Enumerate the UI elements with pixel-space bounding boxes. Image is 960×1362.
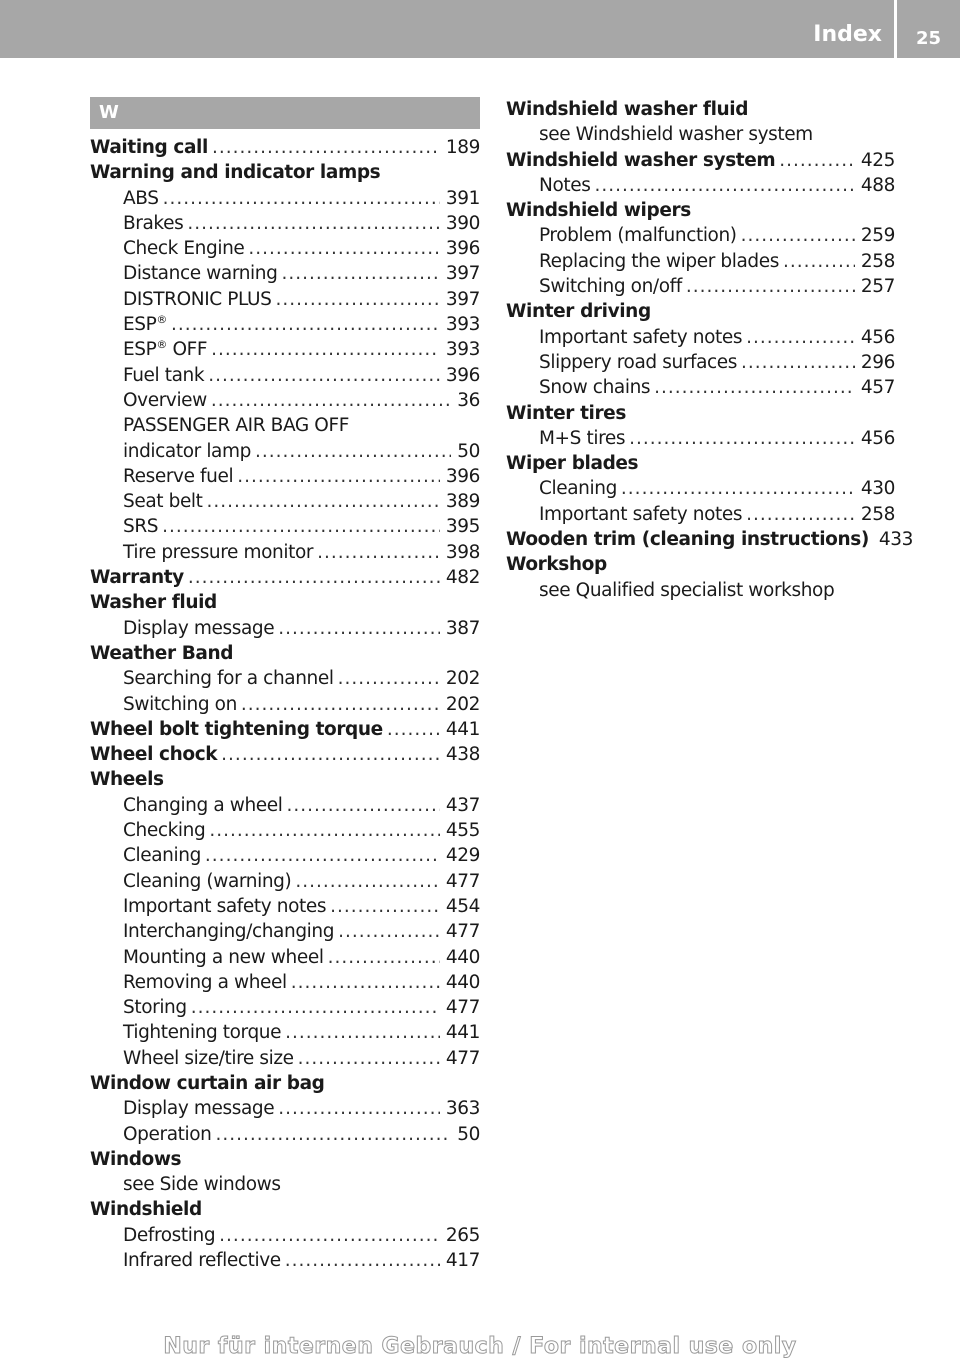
index-entry	[90, 186, 480, 211]
index-entry	[506, 223, 895, 248]
entry-page-number: 393	[445, 339, 480, 361]
dot-leader	[298, 1046, 440, 1071]
dot-leader	[163, 186, 440, 211]
entry-page-number: 438	[445, 744, 480, 766]
dot-leader	[287, 793, 440, 818]
index-entry	[90, 894, 480, 919]
index-list-left	[90, 135, 480, 1273]
index-entry	[506, 350, 895, 375]
index-entry	[90, 1046, 480, 1071]
entry-page-number: 425	[860, 149, 895, 171]
entry-label: Winter driving	[506, 301, 651, 323]
entry-page-number: 391	[445, 187, 480, 209]
index-entry	[506, 97, 895, 122]
dot-leader	[162, 514, 440, 539]
index-entry	[90, 565, 480, 590]
index-entry	[506, 451, 895, 476]
entry-page-number: 50	[457, 440, 480, 462]
entry-page-number: 437	[445, 794, 480, 816]
index-entry	[506, 299, 895, 324]
dot-leader	[248, 236, 439, 261]
dot-leader	[191, 995, 440, 1020]
dot-leader	[783, 249, 855, 274]
entry-label: Interchanging/changing	[123, 921, 335, 943]
index-entry	[506, 122, 895, 147]
entry-label: Wheels	[90, 769, 164, 791]
entry-label: Changing a wheel	[123, 794, 283, 816]
index-entry	[90, 1147, 480, 1172]
entry-page-number: 456	[860, 427, 895, 449]
entry-label: Searching for a channel	[123, 668, 334, 690]
index-entry	[90, 439, 480, 464]
entry-label: ESP®	[123, 312, 167, 336]
dot-leader	[317, 540, 440, 565]
entry-page-number: 396	[445, 465, 480, 487]
entry-label: Waiting call	[90, 137, 208, 158]
entry-page-number: 477	[445, 1047, 480, 1069]
entry-label: Windshield washer fluid	[506, 99, 749, 120]
entry-page-number: 258	[860, 250, 895, 272]
entry-label: Cleaning (warning)	[123, 870, 292, 892]
watermark: Nur für internen Gebrauch / For internal use only	[163, 1334, 797, 1359]
entry-label: Checking	[123, 820, 206, 842]
entry-page-number: 398	[445, 541, 480, 563]
entry-label: Cleaning	[539, 478, 617, 500]
entry-page-number: 390	[445, 212, 480, 234]
index-entry	[90, 641, 480, 666]
entry-page-number: 258	[860, 503, 895, 525]
entry-label: Important safety notes	[123, 895, 327, 917]
entry-label: see Side windows	[123, 1174, 281, 1196]
entry-label: Tightening torque	[123, 1022, 282, 1044]
index-entry	[90, 388, 480, 413]
entry-label: Important safety notes	[539, 326, 743, 348]
dot-leader	[187, 211, 440, 236]
index-entry	[90, 692, 480, 717]
entry-page-number: 441	[445, 1022, 480, 1044]
entry-page-number: 456	[860, 326, 895, 348]
dot-leader	[209, 818, 440, 843]
entry-page-number: 433	[878, 529, 914, 551]
entry-page-number: 202	[445, 668, 480, 690]
dot-leader	[338, 666, 440, 691]
entry-page-number: 36	[457, 389, 480, 411]
entry-label: Defrosting	[123, 1224, 216, 1246]
entry-label: Removing a wheel	[123, 971, 287, 993]
entry-label: Infrared reflective	[123, 1250, 281, 1272]
index-entry	[90, 1122, 480, 1147]
entry-page-number: 440	[445, 971, 480, 993]
entry-label: Display message	[123, 617, 275, 639]
dot-leader	[208, 363, 440, 388]
entry-label: Overview	[123, 389, 207, 411]
index-entry	[506, 198, 895, 223]
entry-page-number: 296	[860, 351, 895, 373]
entry-label: Switching on/off	[539, 276, 682, 298]
index-entry	[506, 148, 895, 173]
entry-page-number: 396	[445, 364, 480, 386]
index-entry	[506, 527, 914, 552]
index-entry	[90, 211, 480, 236]
dot-leader	[594, 173, 854, 198]
index-entry	[90, 1020, 480, 1045]
entry-page-number: 441	[445, 718, 480, 740]
entry-label: Weather Band	[90, 642, 234, 664]
index-entry	[506, 325, 895, 350]
index-entry	[90, 1223, 480, 1248]
index-entry	[90, 1172, 480, 1197]
dot-leader	[205, 843, 440, 868]
letter-heading: W	[90, 97, 480, 129]
entry-label: Switching on	[123, 693, 237, 715]
entry-page-number: 393	[445, 314, 480, 336]
dot-leader	[686, 274, 855, 299]
entry-page-number: 265	[445, 1224, 480, 1246]
entry-label: Tire pressure monitor	[123, 541, 314, 563]
index-entry	[90, 666, 480, 691]
index-entry	[506, 173, 895, 198]
index-entry	[90, 590, 480, 615]
index-entry	[90, 1096, 480, 1121]
index-entry	[506, 401, 895, 426]
entry-label: Wheel bolt tightening torque	[90, 718, 383, 740]
entry-label: ABS	[123, 187, 159, 209]
index-entry	[90, 160, 480, 185]
entry-label: Reserve fuel	[123, 465, 234, 487]
dot-leader	[241, 692, 440, 717]
entry-label: Windshield	[90, 1199, 202, 1221]
entry-label: Winter tires	[506, 402, 626, 424]
index-entry	[506, 426, 895, 451]
entry-label: Storing	[123, 997, 187, 1019]
dot-leader	[285, 1020, 440, 1045]
dot-leader	[285, 1248, 440, 1273]
entry-label: Problem (malfunction)	[539, 225, 737, 247]
index-entry	[506, 274, 895, 299]
index-column-right	[506, 97, 914, 603]
index-entry	[90, 363, 480, 388]
index-column-left	[90, 97, 480, 1273]
entry-label: indicator lamp	[123, 440, 251, 462]
entry-page-number: 488	[860, 174, 895, 196]
entry-label: Slippery road surfaces	[539, 351, 738, 373]
entry-page-number: 477	[445, 870, 480, 892]
entry-label: Brakes	[123, 212, 184, 234]
index-entry	[506, 375, 895, 400]
index-entry	[90, 843, 480, 868]
index-entry	[90, 514, 480, 539]
dot-leader	[275, 287, 439, 312]
index-entry	[90, 793, 480, 818]
index-entry	[90, 919, 480, 944]
entry-page-number: 257	[860, 276, 895, 298]
index-list-right	[506, 97, 914, 603]
entry-page-number: 454	[445, 895, 480, 917]
page-number: 25	[915, 28, 941, 49]
dot-leader	[387, 717, 440, 742]
index-entry	[506, 552, 895, 577]
entry-label: Windows	[90, 1148, 182, 1170]
dot-leader	[295, 869, 440, 894]
header-divider	[894, 0, 897, 58]
dot-leader	[278, 616, 440, 641]
entry-label: Fuel tank	[123, 364, 205, 386]
entry-label: DISTRONIC PLUS	[123, 288, 272, 310]
dot-leader	[779, 148, 855, 173]
entry-page-number: 363	[445, 1098, 480, 1120]
index-entry	[90, 767, 480, 792]
dot-leader	[654, 375, 855, 400]
entry-page-number: 457	[860, 377, 895, 399]
index-entry	[90, 540, 480, 565]
index-entry	[90, 970, 480, 995]
index-entry	[90, 413, 480, 438]
entry-label: Seat belt	[123, 491, 203, 513]
dot-leader	[741, 223, 855, 248]
index-entry	[90, 261, 480, 286]
dot-leader	[746, 502, 855, 527]
entry-page-number: 429	[445, 845, 480, 867]
index-entry	[90, 337, 480, 362]
dot-leader	[188, 565, 440, 590]
index-entry	[506, 476, 895, 501]
index-entry	[506, 249, 895, 274]
dot-leader	[221, 742, 440, 767]
section-title: Index	[813, 22, 882, 47]
entry-page-number: 259	[860, 225, 895, 247]
index-entry	[90, 616, 480, 641]
entry-label: PASSENGER AIR BAG OFF	[123, 415, 349, 437]
entry-page-number: 396	[445, 238, 480, 260]
entry-label: Notes	[539, 174, 591, 196]
dot-leader	[741, 350, 855, 375]
entry-page-number: 389	[445, 491, 480, 513]
entry-label: Windshield wipers	[506, 200, 691, 222]
index-entry	[90, 287, 480, 312]
dot-leader	[281, 261, 439, 286]
dot-leader	[237, 464, 440, 489]
entry-label: Warning and indicator lamps	[90, 162, 381, 184]
index-entry	[90, 818, 480, 843]
entry-label: Important safety notes	[539, 503, 743, 525]
entry-label: Mounting a new wheel	[123, 946, 324, 968]
dot-leader	[621, 476, 855, 501]
index-entry	[90, 312, 480, 337]
entry-label: Wiper blades	[506, 453, 639, 475]
entry-label: Wooden trim (cleaning instructions)	[506, 529, 869, 551]
entry-label: ESP® OFF	[123, 338, 208, 361]
index-entry	[506, 502, 895, 527]
dot-leader	[278, 1096, 440, 1121]
entry-page-number: 417	[445, 1250, 480, 1272]
entry-page-number: 482	[445, 567, 480, 589]
dot-leader	[338, 919, 440, 944]
entry-label: Check Engine	[123, 238, 245, 260]
entry-label: Windshield washer system	[506, 149, 776, 171]
entry-page-number: 477	[445, 921, 480, 943]
dot-leader	[330, 894, 440, 919]
entry-page-number: 189	[445, 137, 480, 158]
index-entry	[90, 995, 480, 1020]
dot-leader	[212, 135, 440, 160]
entry-page-number: 397	[445, 263, 480, 285]
entry-label: Washer fluid	[90, 592, 217, 614]
dot-leader	[746, 325, 855, 350]
index-entry	[90, 135, 480, 160]
index-entry	[90, 945, 480, 970]
entry-label: Workshop	[506, 554, 607, 576]
index-entry	[90, 717, 480, 742]
dot-leader	[328, 945, 440, 970]
entry-label: Wheel chock	[90, 744, 218, 766]
entry-page-number: 440	[445, 946, 480, 968]
index-entry	[90, 1197, 480, 1222]
entry-label: Warranty	[90, 567, 184, 589]
entry-page-number: 397	[445, 288, 480, 310]
index-entry	[90, 236, 480, 261]
entry-page-number: 50	[457, 1123, 480, 1145]
dot-leader	[207, 489, 440, 514]
entry-page-number: 395	[445, 516, 480, 538]
entry-label: M+S tires	[539, 427, 626, 449]
dot-leader	[211, 337, 440, 362]
entry-page-number: 477	[445, 997, 480, 1019]
entry-label: Cleaning	[123, 845, 201, 867]
entry-label: Window curtain air bag	[90, 1072, 325, 1094]
entry-label: Distance warning	[123, 263, 278, 285]
index-entry	[90, 464, 480, 489]
entry-page-number: 455	[445, 820, 480, 842]
dot-leader	[255, 439, 451, 464]
entry-label: see Windshield washer system	[539, 124, 813, 146]
index-entry	[90, 1071, 480, 1096]
entry-page-number: 430	[860, 478, 895, 500]
dot-leader	[219, 1223, 440, 1248]
index-entry	[90, 742, 480, 767]
entry-label: Replacing the wiper blades	[539, 250, 779, 272]
dot-leader	[215, 1122, 451, 1147]
entry-label: SRS	[123, 516, 159, 538]
entry-page-number: 387	[445, 617, 480, 639]
entry-label: see Qualified specialist workshop	[539, 579, 835, 601]
index-entry	[90, 869, 480, 894]
index-entry	[506, 578, 895, 603]
entry-label: Display message	[123, 1098, 275, 1120]
entry-label: Snow chains	[539, 377, 651, 399]
entry-page-number: 202	[445, 693, 480, 715]
dot-leader	[211, 388, 451, 413]
page-header	[0, 0, 960, 58]
entry-label: Wheel size/tire size	[123, 1047, 294, 1069]
dot-leader	[171, 312, 440, 337]
index-entry	[90, 1248, 480, 1273]
dot-leader	[629, 426, 855, 451]
dot-leader	[291, 970, 440, 995]
entry-label: Operation	[123, 1123, 212, 1145]
index-entry	[90, 489, 480, 514]
